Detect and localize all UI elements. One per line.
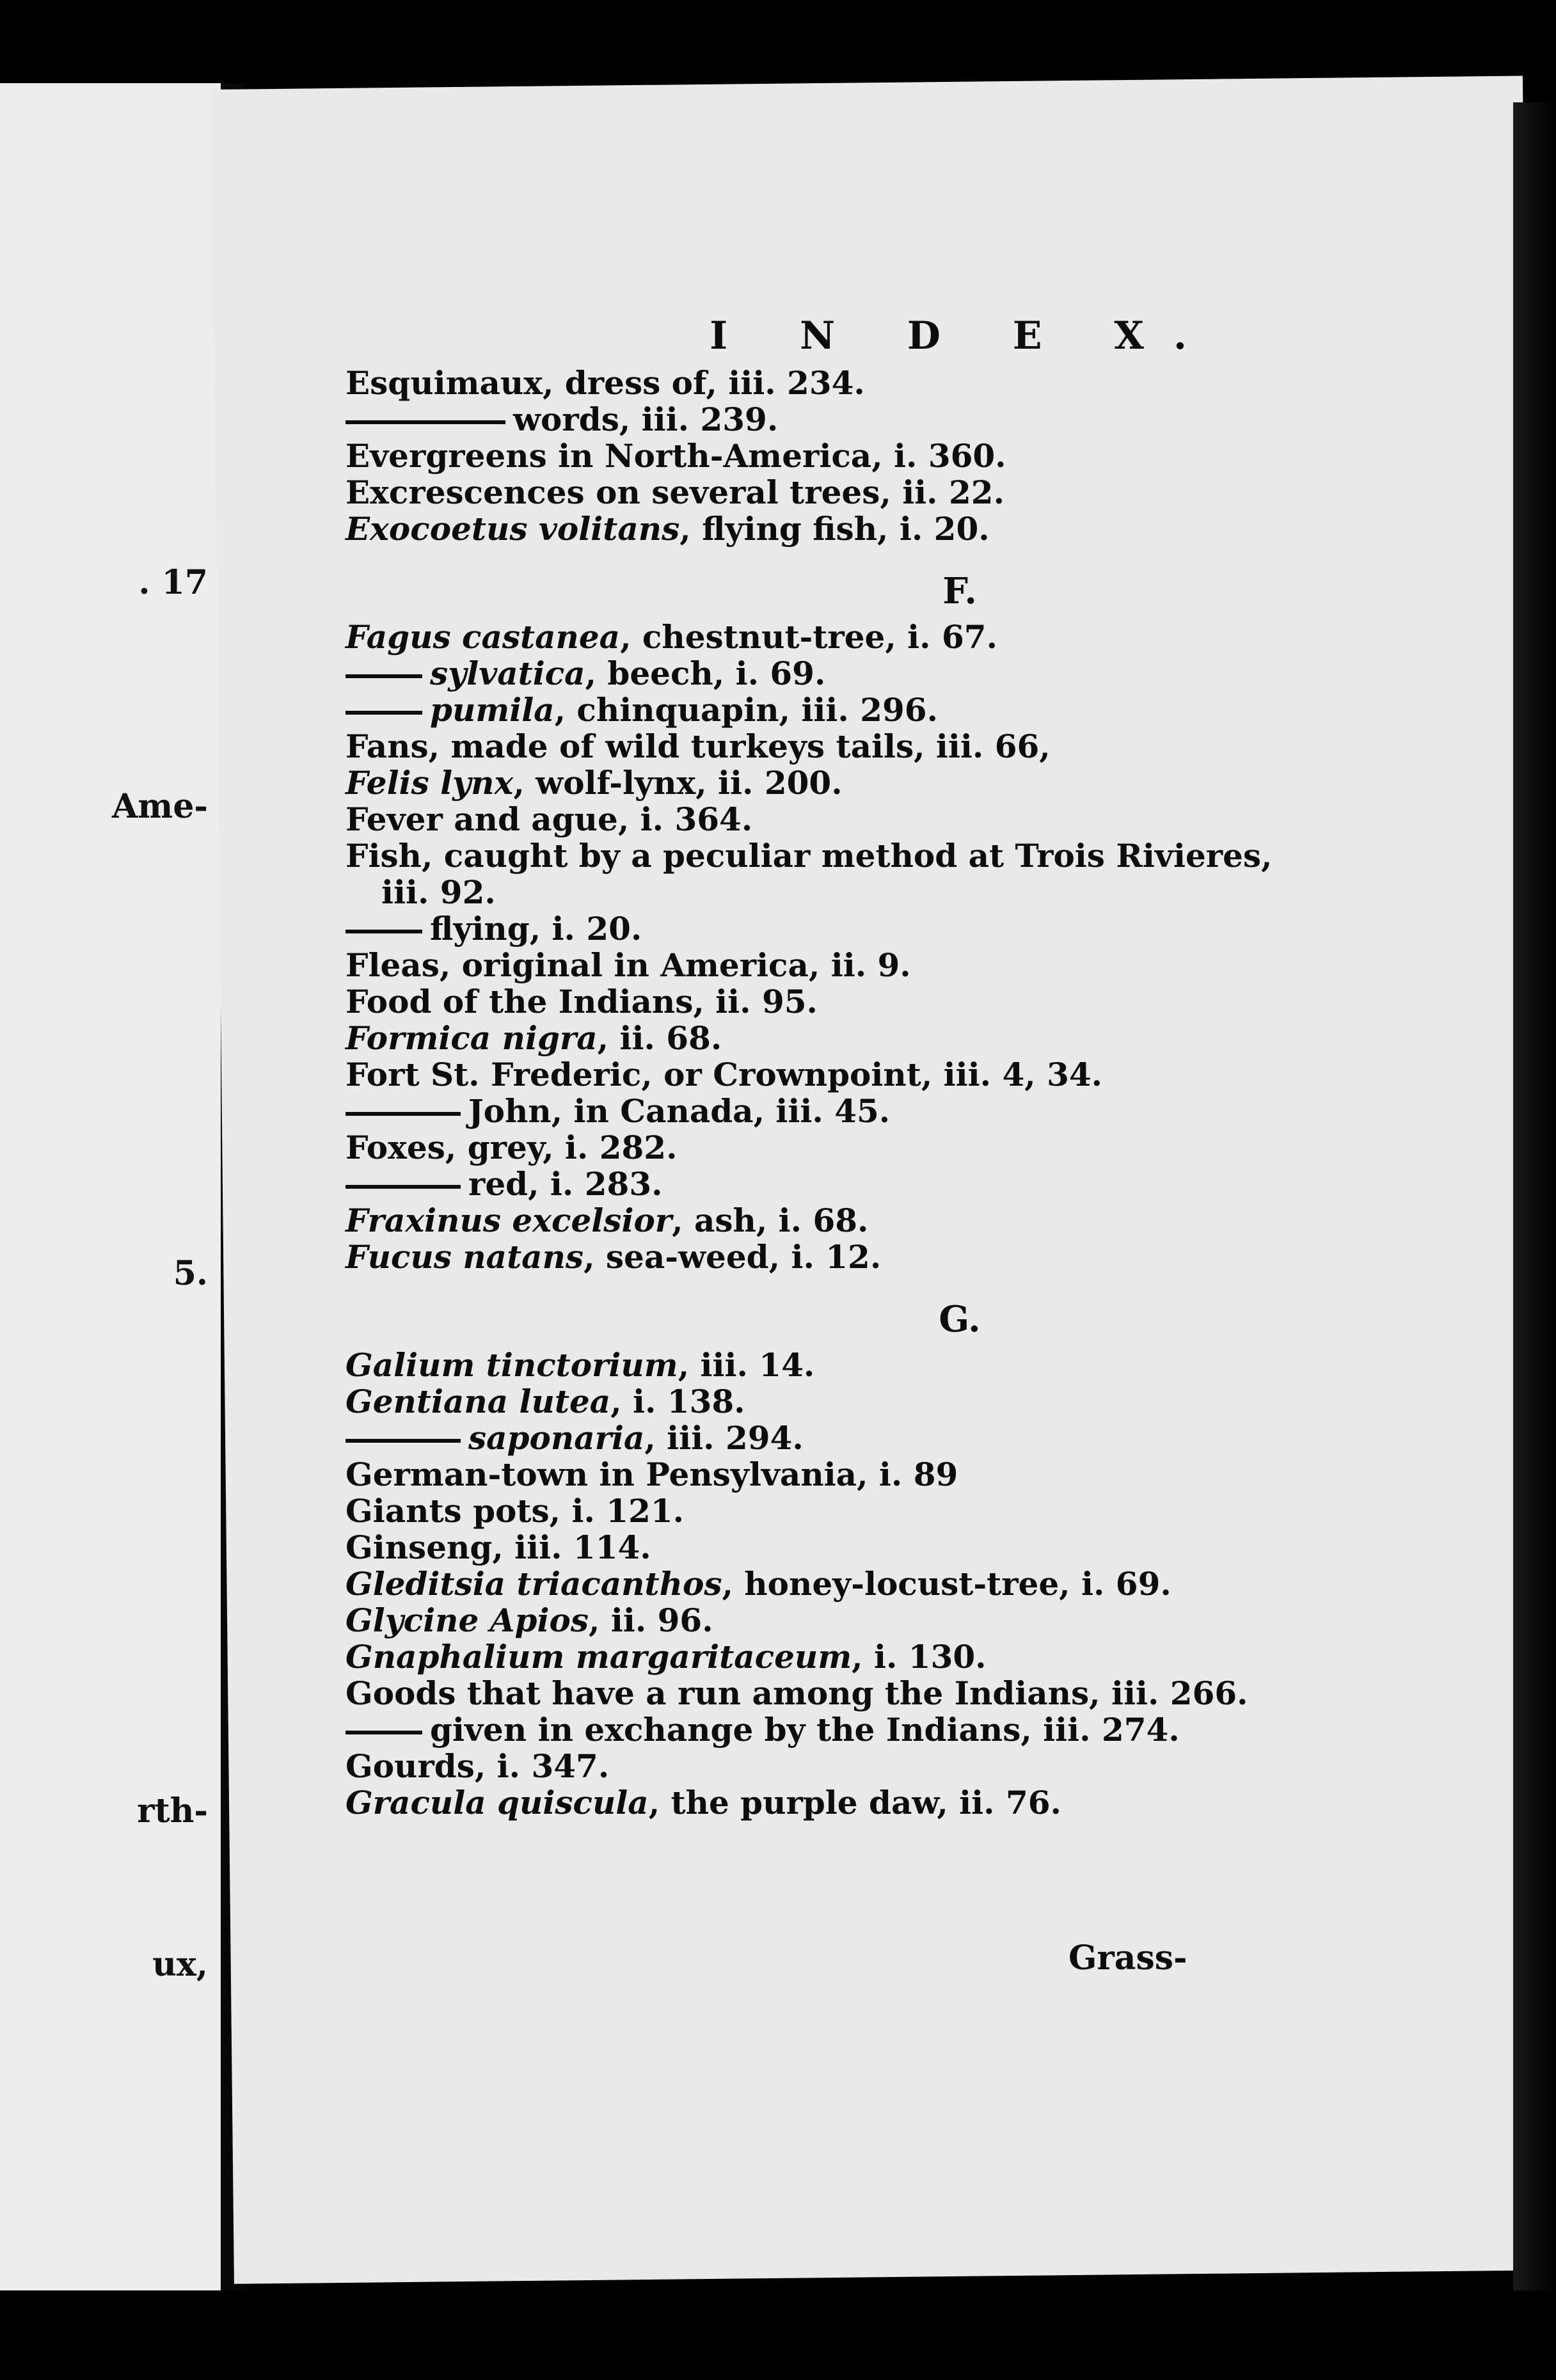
entry-text: Evergreens in North-America, i. 360. — [345, 437, 1006, 475]
entry-text: John, in Canada, iii. 45. — [468, 1092, 891, 1130]
entry-text: Fort St. Frederic, or Crownpoint, iii. 4, 34. — [345, 1056, 1103, 1093]
entry-text: Fish, caught by a peculiar method at Trois Rivieres, — [345, 837, 1273, 875]
index-entry — [345, 837, 1305, 874]
index-entry — [345, 1420, 1305, 1456]
index-entry — [345, 1566, 1305, 1602]
index-entry — [345, 1602, 1305, 1638]
entry-text: Giants pots, i. 121. — [345, 1492, 685, 1530]
entry-text: , flying fish, i. 20. — [679, 510, 990, 548]
index-section — [345, 1298, 1305, 1821]
page-heading: I N D E X. — [710, 313, 1216, 358]
entry-text: , iii. 294. — [644, 1419, 804, 1457]
index-section — [345, 570, 1305, 1275]
index-entry — [345, 438, 1305, 474]
entry-latin-name: Fagus castanea — [345, 618, 621, 656]
entry-latin-name: sylvatica — [430, 654, 585, 692]
entry-text: German-town in Pensylvania, i. 89 — [345, 1456, 958, 1493]
index-entry — [345, 947, 1305, 983]
entry-text: red, i. 283. — [468, 1165, 663, 1203]
entry-text: Fans, made of wild turkeys tails, iii. 66, — [345, 727, 1051, 765]
ditto-rule — [345, 674, 422, 678]
index-entry — [345, 765, 1305, 801]
ditto-rule — [345, 1439, 461, 1443]
entry-text: words, iii. 239. — [513, 401, 779, 438]
index-entry — [345, 801, 1305, 837]
index-entry — [345, 401, 1305, 438]
facing-page-fragment: 5. — [173, 1254, 208, 1293]
catchword: Grass- — [1068, 1939, 1187, 1978]
index-entry — [345, 1239, 1305, 1275]
facing-page-fragment: . 17 — [138, 563, 208, 602]
index-entry — [345, 655, 1305, 692]
facing-page-fragment: rth- — [137, 1791, 208, 1830]
index-entry — [345, 1675, 1305, 1711]
index-entry — [345, 692, 1305, 728]
index-entry — [345, 1093, 1305, 1129]
entry-latin-name: pumila — [430, 691, 555, 729]
index-entry — [345, 474, 1305, 511]
entry-text: , ii. 96. — [589, 1601, 713, 1639]
entry-text: flying, i. 20. — [430, 910, 642, 948]
index-entry — [345, 1202, 1305, 1239]
index-entry — [345, 910, 1305, 947]
index-entry — [345, 1529, 1305, 1566]
entry-text: , wolf-lynx, ii. 200. — [513, 764, 843, 802]
entry-latin-name: Gleditsia triacanthos — [345, 1565, 722, 1603]
index-entry — [345, 874, 1305, 910]
index-entry — [345, 1383, 1305, 1420]
entry-text: , ii. 68. — [597, 1019, 722, 1057]
entry-text: Gourds, i. 347. — [345, 1747, 610, 1785]
entry-text: Excrescences on several trees, ii. 22. — [345, 473, 1004, 511]
ditto-rule — [345, 930, 422, 933]
index-entry — [345, 1638, 1305, 1675]
facing-page — [0, 83, 221, 2290]
ditto-rule — [345, 1731, 422, 1734]
entry-text: , i. 130. — [852, 1638, 987, 1676]
index-entry — [345, 1784, 1305, 1821]
entry-latin-name: Galium tinctorium — [345, 1346, 678, 1384]
index-entry — [345, 1456, 1305, 1493]
index-entry — [345, 1493, 1305, 1529]
index-entry — [345, 1347, 1305, 1383]
entry-text: Fleas, original in America, ii. 9. — [345, 946, 911, 984]
entry-text: Foxes, grey, i. 282. — [345, 1129, 678, 1166]
index-entry — [345, 1129, 1305, 1166]
ditto-rule — [345, 1112, 461, 1116]
index-entry — [345, 511, 1305, 547]
entry-text: , chestnut-tree, i. 67. — [620, 618, 997, 656]
index-entry — [345, 728, 1305, 765]
entry-text: , honey-locust-tree, i. 69. — [722, 1565, 1171, 1603]
entry-text: iii. 92. — [381, 873, 496, 911]
index-entry — [345, 983, 1305, 1020]
entry-text: Fever and ague, i. 364. — [345, 800, 753, 838]
entry-text: Esquimaux, dress of, iii. 234. — [345, 364, 865, 402]
entry-text: , the purple daw, ii. 76. — [648, 1784, 1061, 1821]
index-entry — [345, 1020, 1305, 1056]
entry-text: , ash, i. 68. — [672, 1202, 869, 1239]
entry-latin-name: Gentiana lutea — [345, 1383, 611, 1420]
entry-text: given in exchange by the Indians, iii. 274. — [430, 1711, 1180, 1749]
index-entry — [345, 1711, 1305, 1748]
index-entry — [345, 1056, 1305, 1093]
index-section — [345, 365, 1305, 547]
entry-latin-name: saponaria — [468, 1419, 645, 1457]
ditto-rule — [345, 711, 422, 715]
index-sections — [345, 365, 1305, 1821]
ditto-rule — [345, 420, 505, 424]
entry-latin-name: Exocoetus volitans — [345, 510, 680, 548]
index-entry — [345, 365, 1305, 401]
entry-text: , chinquapin, iii. 296. — [554, 691, 938, 729]
entry-text: , i. 138. — [610, 1383, 745, 1420]
facing-page-fragment: ux, — [152, 1945, 208, 1984]
page-edge-shadow — [1513, 102, 1556, 2290]
index-content — [345, 313, 1305, 1821]
entry-text: Goods that have a run among the Indians, iii. 266. — [345, 1674, 1248, 1712]
entry-text: , sea-weed, i. 12. — [584, 1238, 882, 1276]
entry-latin-name: Glycine Apios — [345, 1601, 589, 1639]
entry-latin-name: Fucus natans — [345, 1238, 584, 1276]
entry-text: Food of the Indians, ii. 95. — [345, 983, 818, 1020]
ditto-rule — [345, 1185, 461, 1189]
index-entry — [345, 619, 1305, 655]
facing-page-fragment: Ame- — [111, 787, 208, 826]
entry-text: , beech, i. 69. — [585, 654, 826, 692]
entry-text: Ginseng, iii. 114. — [345, 1528, 651, 1566]
index-entry — [345, 1748, 1305, 1784]
entry-latin-name: Formica nigra — [345, 1019, 598, 1057]
entry-latin-name: Gracula quiscula — [345, 1784, 649, 1821]
entry-latin-name: Gnaphalium margaritaceum — [345, 1638, 852, 1676]
section-letter: G. — [939, 1298, 981, 1340]
index-entry — [345, 1166, 1305, 1202]
entry-text: , iii. 14. — [678, 1346, 815, 1384]
section-letter: F. — [942, 570, 977, 612]
entry-latin-name: Felis lynx — [345, 764, 514, 802]
entry-latin-name: Fraxinus excelsior — [345, 1202, 672, 1239]
